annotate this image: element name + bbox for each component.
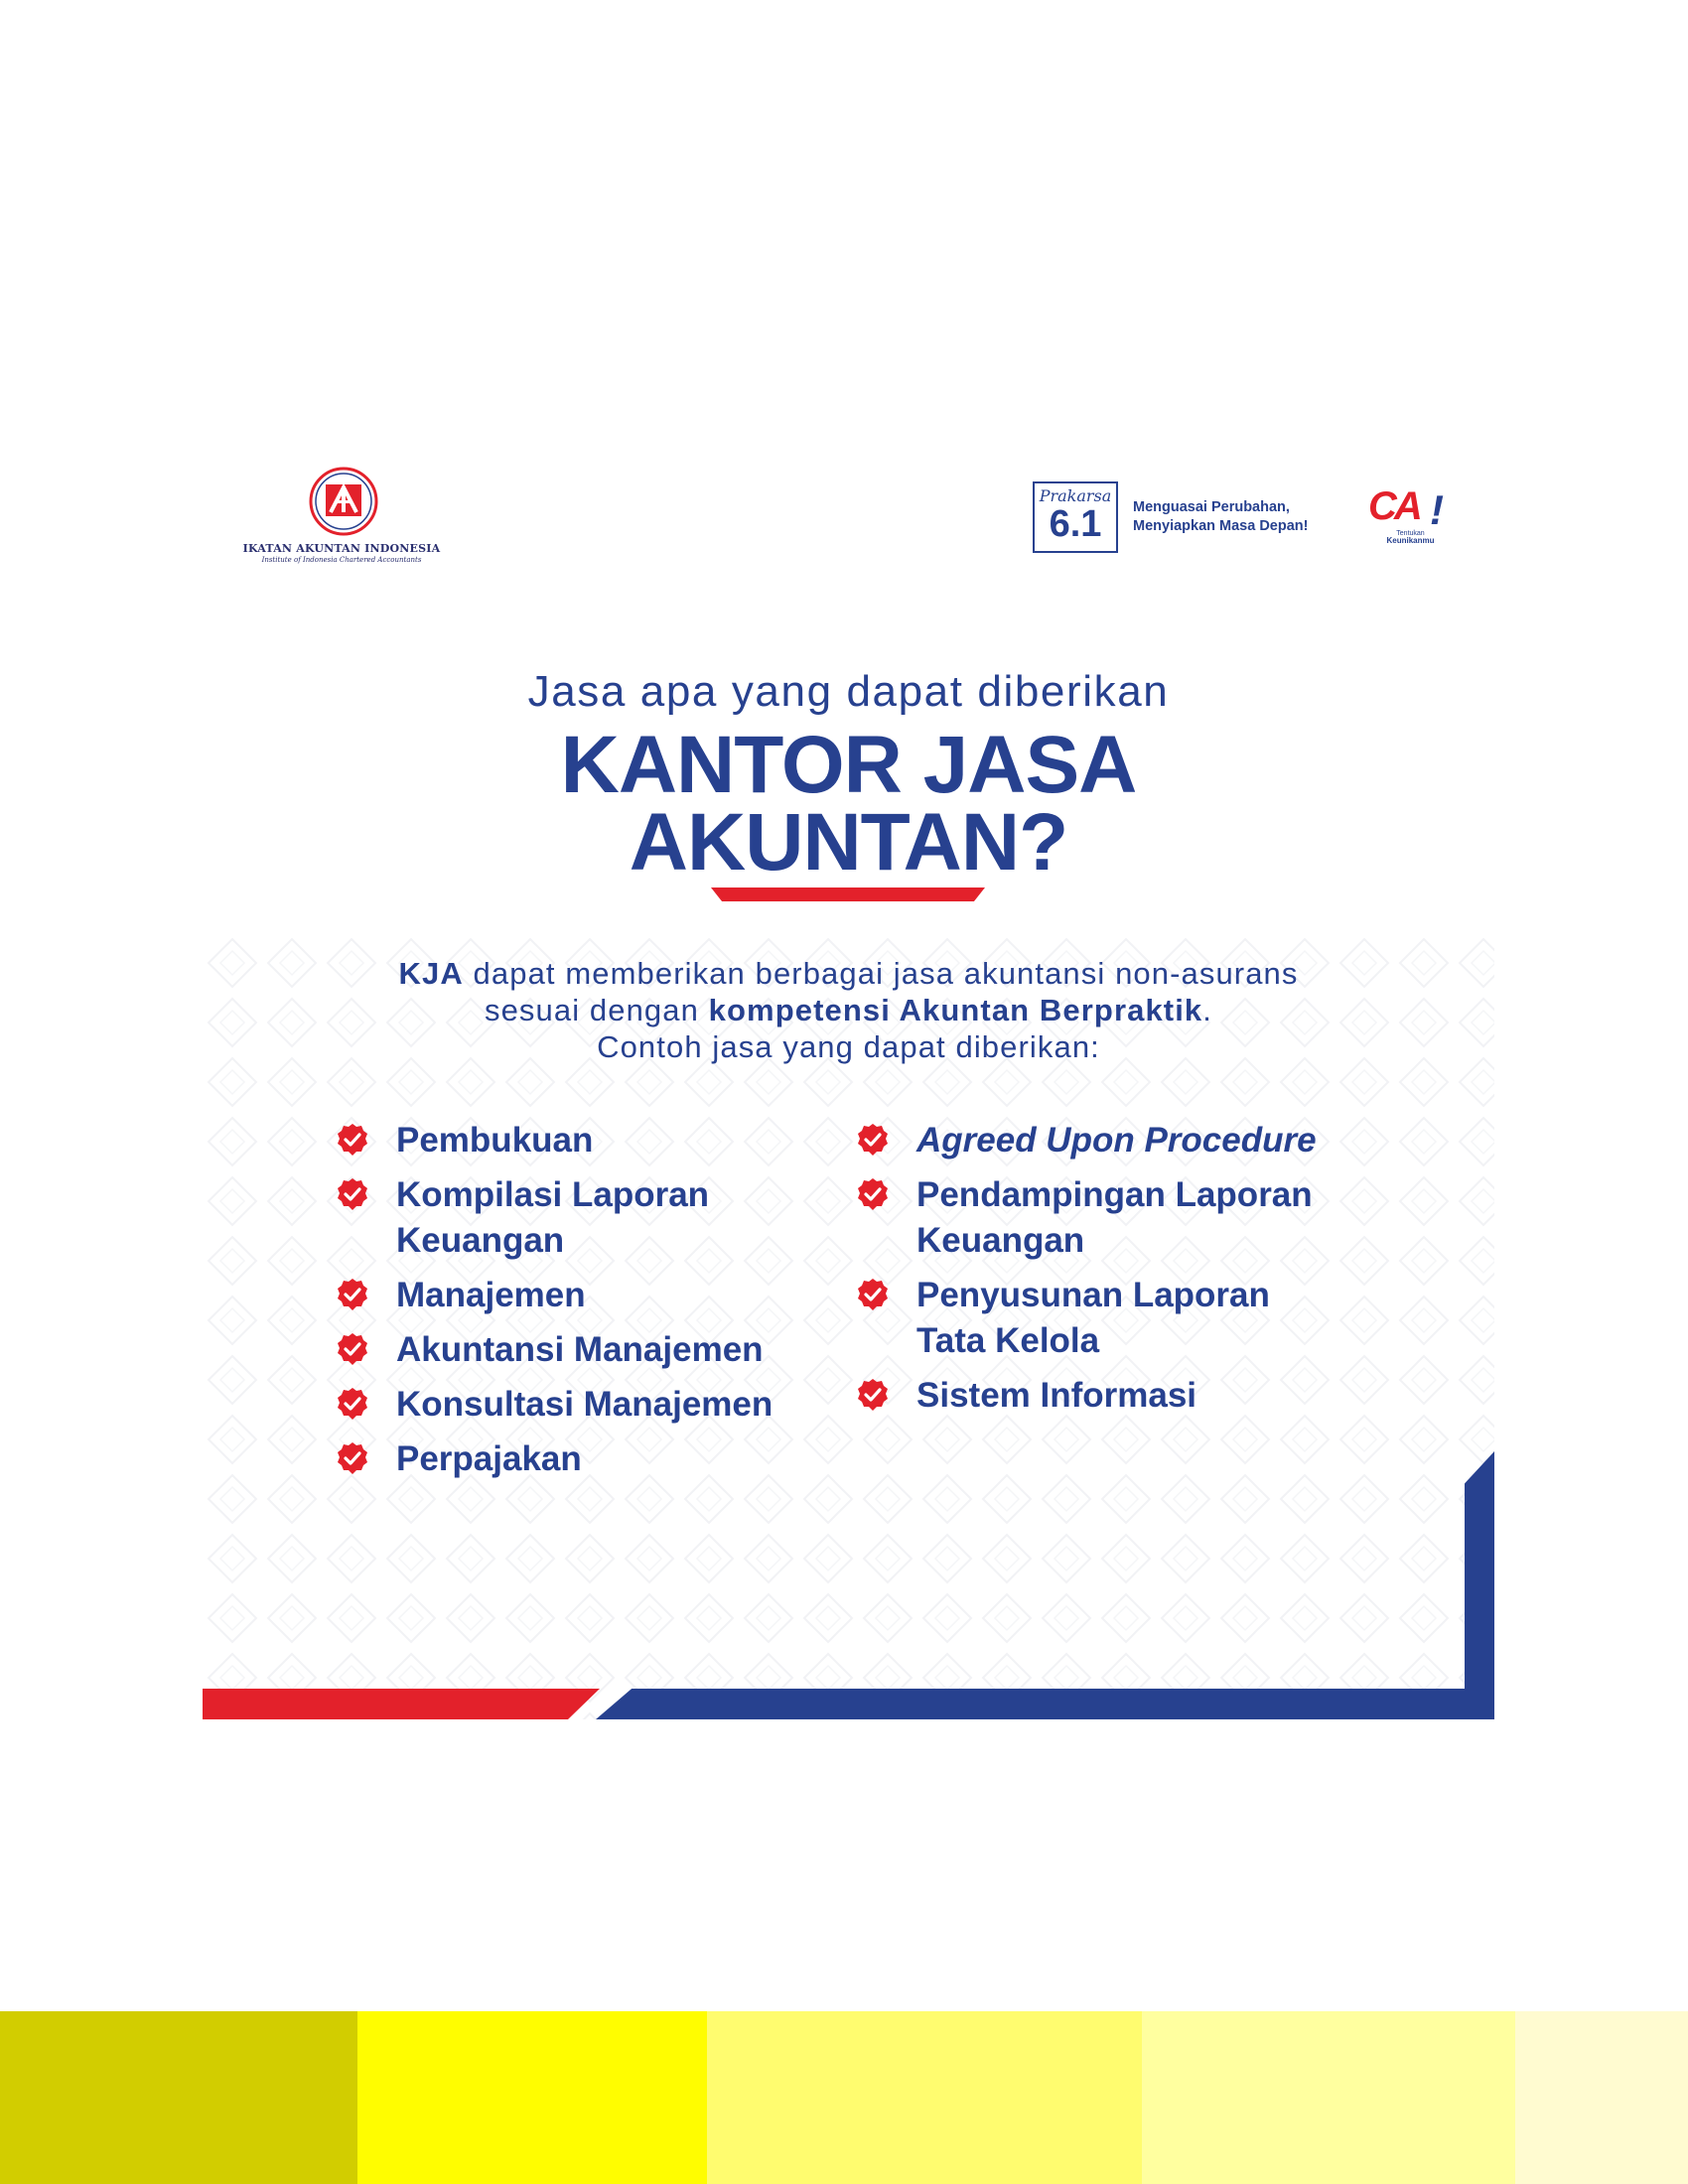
intro-kja: KJA [398,956,464,991]
tagline-line1: Menguasai Perubahan, [1133,499,1290,515]
heading-title-line1: KANTOR JASA [560,720,1137,810]
ca-subtitle [1368,530,1453,544]
check-badge-icon [336,1278,369,1311]
intro-competence: kompetensi Akuntan Berpraktik [708,993,1203,1027]
palette-swatch [1515,2011,1688,2184]
list-item [856,1373,1412,1419]
ca-exclamation: ! [1430,486,1444,533]
palette-swatch [707,2011,1142,2184]
list-item [856,1172,1412,1264]
service-label: Pendampingan Laporan Keuangan [916,1175,1313,1260]
check-badge-icon [856,1123,890,1157]
service-label: Konsultasi Manajemen [396,1385,774,1424]
ca-sub-line2: Keunikanmu [1386,536,1435,545]
service-label: Kompilasi Laporan Keuangan [396,1175,710,1260]
intro-line1 [203,956,1494,992]
intro-line3: Contoh jasa yang dapat diberikan: [597,1029,1100,1064]
heading-underline [711,887,985,901]
list-item [336,1273,812,1318]
iai-logo [242,467,441,571]
accent-bar-red [203,1689,600,1719]
check-badge-icon [856,1177,890,1211]
palette-swatch [357,2011,707,2184]
list-item [856,1118,1412,1163]
list-item [336,1172,812,1264]
services-list-right [856,1118,1412,1428]
service-label: Akuntansi Manajemen [396,1330,764,1369]
palette-swatch [1142,2011,1515,2184]
heading-question: Jasa apa yang dapat diberikan [527,667,1170,716]
ca-letters: CA [1368,484,1420,528]
list-item [336,1327,812,1373]
service-label: Perpajakan [396,1439,582,1478]
tagline [1133,498,1361,536]
list-item [336,1382,812,1428]
prakarsa-number: 6.1 [1049,503,1102,545]
ca-logo [1364,484,1464,554]
intro-line1-text: dapat memberikan berbagai jasa akuntansi non-asurans [463,956,1299,991]
list-item [336,1118,812,1163]
accent-bar-blue [596,1689,1494,1719]
service-label: Agreed Upon Procedure [916,1121,1317,1160]
services-list-left [336,1118,812,1491]
service-label: Penyusunan Laporan Tata Kelola [916,1276,1270,1360]
ca-sub-line1: Tentukan [1396,530,1425,537]
accent-bar-vertical [1465,1451,1494,1719]
iai-emblem-icon [309,467,378,536]
check-badge-icon [336,1332,369,1366]
iai-subtitle: Institute of Indonesia Chartered Accountants [261,556,422,564]
check-badge-icon [336,1387,369,1421]
intro-line2-start: sesuai dengan [484,993,709,1027]
poster [203,437,1494,1719]
tagline-line2: Menyiapkan Masa Depan! [1133,518,1309,534]
check-badge-icon [856,1378,890,1412]
list-item [336,1436,812,1482]
check-badge-icon [336,1177,369,1211]
service-label: Manajemen [396,1276,586,1314]
iai-name: IKATAN AKUNTAN INDONESIA [242,542,441,555]
check-badge-icon [856,1278,890,1311]
service-label: Pembukuan [396,1121,594,1160]
service-label: Sistem Informasi [916,1376,1197,1415]
prakarsa-word: Prakarsa [1039,486,1112,505]
palette-swatch [0,2011,357,2184]
intro-line2 [203,993,1494,1028]
check-badge-icon [336,1441,369,1475]
intro-line2-end: . [1202,993,1212,1027]
prakarsa-logo [1033,481,1118,553]
list-item [856,1273,1412,1364]
heading-title-line2: AKUNTAN? [629,797,1068,887]
check-badge-icon [336,1123,369,1157]
color-palette [0,2011,1688,2184]
